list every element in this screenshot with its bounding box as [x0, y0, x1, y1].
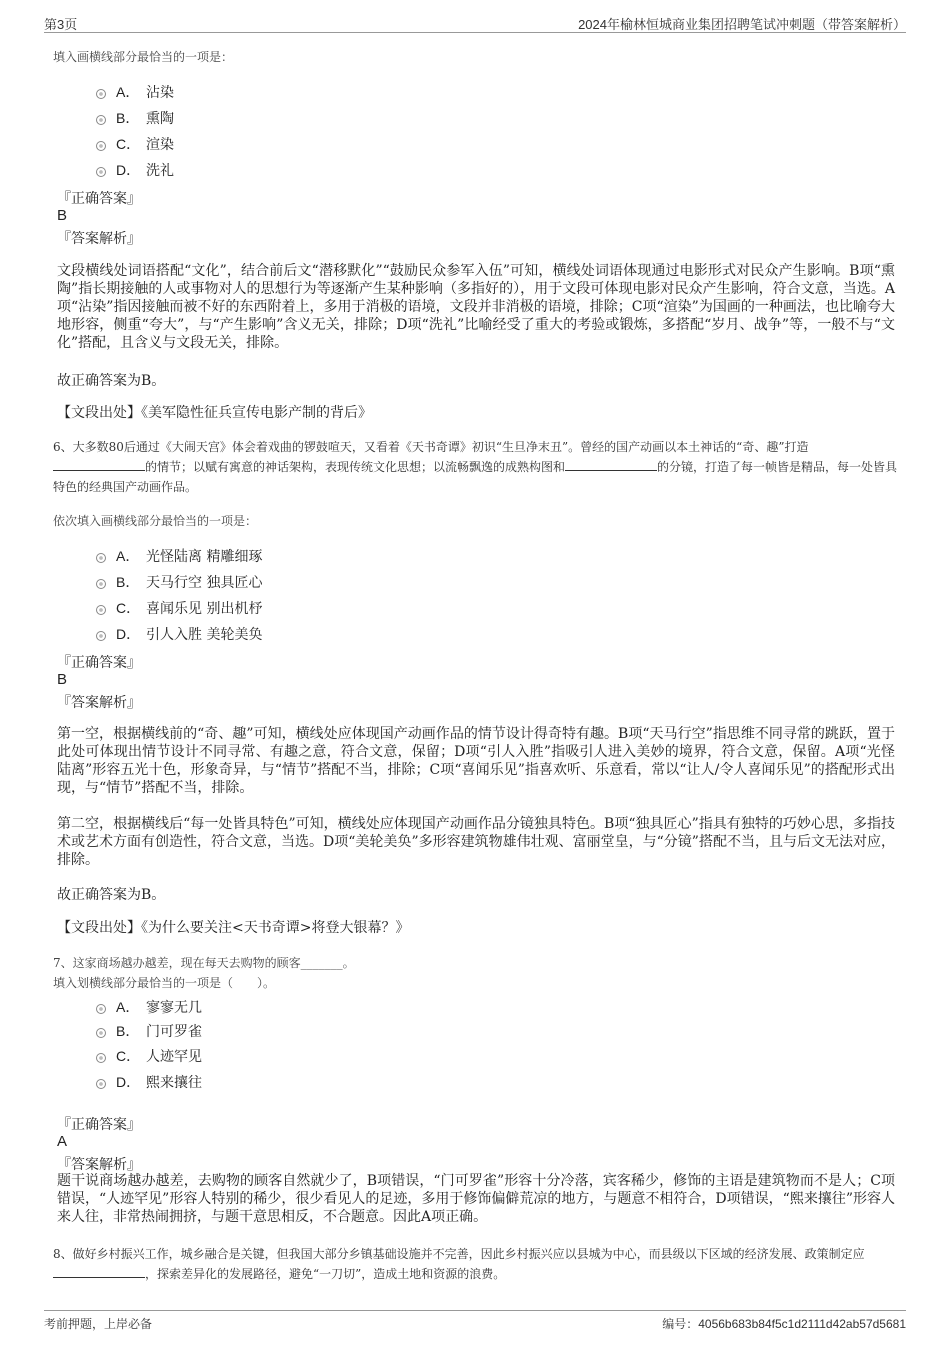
- radio-icon[interactable]: [96, 1053, 106, 1063]
- q5-instruction: 填入画横线部分最恰当的一项是：: [53, 50, 234, 64]
- q6-blank-2: [565, 458, 657, 471]
- q6-instruction: 依次填入画横线部分最恰当的一项是：: [53, 514, 258, 528]
- q5-option-b[interactable]: B． 熏陶: [96, 108, 174, 128]
- header-divider: [44, 32, 906, 33]
- q6-answer-label: 『正确答案』: [57, 655, 141, 671]
- q5-answer-label: 『正确答案』: [57, 191, 141, 207]
- q7-answer-label: 『正确答案』: [57, 1117, 141, 1133]
- q7-option-d[interactable]: D． 熙来攘往: [96, 1072, 202, 1092]
- q6-option-d[interactable]: D． 引人入胜 美轮美奂: [96, 624, 262, 644]
- document-title: 2024年榆林恒城商业集团招聘笔试冲刺题（带答案解析）: [578, 17, 906, 32]
- radio-icon[interactable]: [96, 167, 106, 177]
- q6-option-c[interactable]: C． 喜闻乐见 别出机杼: [96, 598, 262, 618]
- q6-analysis-label: 『答案解析』: [57, 695, 141, 711]
- q6-analysis-1: 第一空，根据横线前的“奇、趣”可知，横线处应体现国产动画作品的情节设计得奇特有趣。B项“天马行空”指思维不同寻常的跳跃，置于此处可体现出情节设计不同寻常、有趣之意，符合文意，保留；D项“引人入胜”指吸引人进入美妙的境界，符合文意，保留。A项“光怪陆离”形容五光十色，形象奇异，与“情节”搭配不当，排除；C项“喜闻乐见”指喜欢听、乐意看，常以“让人/令人喜闻乐见”的搭配形式出现，与“情节”搭配不当，排除。: [57, 726, 895, 796]
- footer-serial: 编号：4056b683b84f5c1d2111d42ab57d5681: [662, 1317, 906, 1331]
- footer-divider: [44, 1310, 906, 1311]
- page-number: 第3页: [44, 17, 78, 32]
- q6-option-b[interactable]: B． 天马行空 独具匠心: [96, 572, 262, 592]
- q5-conclusion: 故正确答案为B。: [57, 373, 166, 389]
- q5-analysis: 文段横线处词语搭配“文化”，结合前后文“潜移默化”“鼓励民众参军入伍”可知，横线处词语体现通过电影形式对民众产生影响。B项“熏陶”指长期接触的人或事物对人的思想行为等逐渐产生某种影响（多指好的），用于文段可体现电影对民众产生影响，符合文意，当选。A项“沾染”指因接触而被不好的东西附着上，多用于消极的语境，文段并非消极的语境，排除；C项“渲染”为国画的一种画法，也比喻夸大地形容，侧重“夸大”，与“产生影响”含义无关，排除；D项“洗礼”比喻经受了重大的考验或锻炼，多搭配“岁月、战争”等，一般不与“文化”搭配，且含义与文段无关，排除。: [57, 263, 895, 351]
- q7-text: 7、这家商场越办越差，现在每天去购物的顾客_______。: [53, 956, 355, 970]
- q6-blank-1: [53, 458, 145, 471]
- q6-source: 【文段出处】《为什么要关注<天书奇谭>将登大银幕？》: [57, 920, 410, 936]
- q6-text: 6、大多数80后通过《大闹天宫》体会着戏曲的锣鼓喧天，又看着《天书奇谭》初识“生旦净末丑”。曾经的国产动画以本土神话的“奇、趣”打造的情节；以赋有寓意的神话架构，表现传统文化思想；以流畅飘逸的成熟构图和 的分镜，打造了每一帧皆是精品，每一处皆具特色的经典国产动画作品。: [53, 440, 898, 494]
- radio-icon[interactable]: [96, 141, 106, 151]
- q6-analysis-2: 第二空，根据横线后“每一处皆具特色”可知，横线处应体现国产动画作品分镜独具特色。B项“独具匠心”指具有独特的巧妙心思，多指技术或艺术方面有创造性，符合文意，当选。D项“美轮美奂”多形容建筑物雄伟壮观、富丽堂皇，与“分镜”搭配不当，且与后文无法对应，排除。: [57, 816, 895, 868]
- q7-instruction: 填入划横线部分最恰当的一项是（ ）。: [53, 976, 276, 990]
- q7-answer: A: [57, 1133, 68, 1150]
- q8-text: 8、做好乡村振兴工作，城乡融合是关键，但我国大部分乡镇基础设施并不完善，因此乡村振兴应以县城为中心，而县级以下区域的经济发展、政策制定应，探索差异化的发展路径，避免“一刀切”，造成土地和资源的浪费。: [53, 1247, 865, 1281]
- q8-blank: [53, 1265, 145, 1278]
- q5-answer: B: [57, 207, 68, 224]
- q7-option-b[interactable]: B． 门可罗雀: [96, 1021, 202, 1041]
- q6-conclusion: 故正确答案为B。: [57, 887, 166, 903]
- radio-icon[interactable]: [96, 553, 106, 563]
- q7-option-a[interactable]: A． 寥寥无几: [96, 997, 202, 1017]
- radio-icon[interactable]: [96, 579, 106, 589]
- footer-slogan: 考前押题，上岸必备: [44, 1317, 153, 1331]
- q5-analysis-label: 『答案解析』: [57, 231, 141, 247]
- radio-icon[interactable]: [96, 1004, 106, 1014]
- radio-icon[interactable]: [96, 89, 106, 99]
- q5-option-d[interactable]: D． 洗礼: [96, 160, 174, 180]
- q5-option-a[interactable]: A． 沾染: [96, 82, 174, 102]
- radio-icon[interactable]: [96, 605, 106, 615]
- radio-icon[interactable]: [96, 115, 106, 125]
- q6-answer: B: [57, 671, 68, 688]
- q7-analysis-label: 『答案解析』: [57, 1157, 141, 1173]
- q6-option-a[interactable]: A． 光怪陆离 精雕细琢: [96, 546, 262, 566]
- radio-icon[interactable]: [96, 1028, 106, 1038]
- radio-icon[interactable]: [96, 631, 106, 641]
- q7-analysis: 题干说商场越办越差，去购物的顾客自然就少了，B项错误，“门可罗雀”形容十分冷落，宾客稀少，修饰的主语是建筑物而不是人；C项错误，“人迹罕见”形容人特别的稀少，很少看见人的足迹，多用于修饰偏僻荒凉的地方，与题意不相符合，D项错误，“熙来攘往”形容人来人往，非常热闹拥挤，与题干意思相反，不合题意。因此A项正确。: [57, 1173, 895, 1225]
- q7-option-c[interactable]: C． 人迹罕见: [96, 1046, 202, 1066]
- radio-icon[interactable]: [96, 1079, 106, 1089]
- q5-source: 【文段出处】《美军隐性征兵宣传电影产制的背后》: [57, 405, 372, 421]
- q5-option-c[interactable]: C． 渲染: [96, 134, 174, 154]
